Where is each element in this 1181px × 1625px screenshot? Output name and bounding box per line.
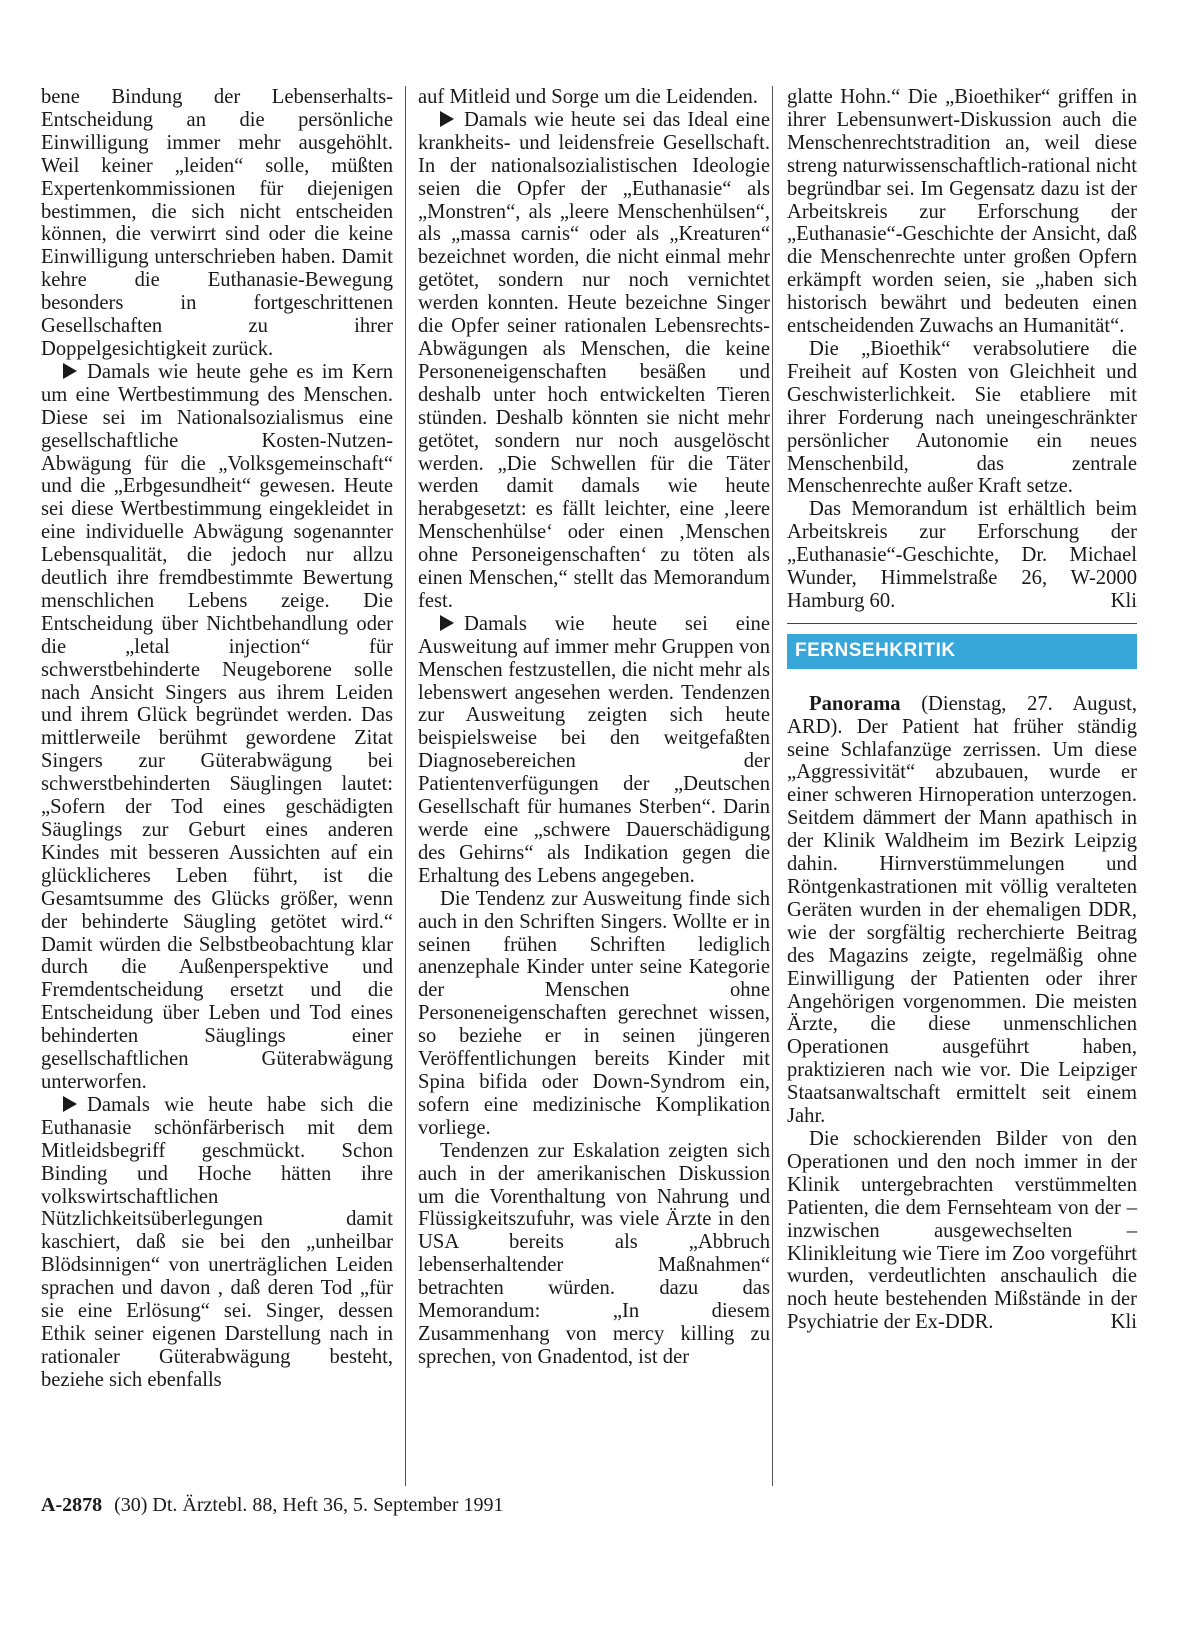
review-paragraph — [787, 693, 1137, 1128]
column-divider — [405, 86, 406, 1486]
column-1 — [41, 86, 393, 1392]
paragraph — [418, 109, 770, 613]
paragraph-text: Damals wie heute habe sich die Euthanasie schönfärberisch mit dem Mitleidsbegriff geschmückt. Schon Binding und Hoche hätten ihre volkswirtschaftlichen Nützlichkeitsüberlegungen damit kaschiert, daß sie bei den „unheilbar Blödsinnigen“ von unerträglichen Leiden sprachen und davon , daß deren Tod „für sie eine Erlösung“ sei. Singer, dessen Ethik seiner eigenen Darstellung nach in rationaler Güterabwägung besteht, beziehe sich ebenfalls — [41, 1093, 393, 1391]
triangle-right-icon — [440, 111, 454, 127]
page-number: A-2878 — [41, 1494, 103, 1516]
triangle-right-icon — [440, 615, 454, 631]
review-paragraph — [787, 1128, 1137, 1334]
paragraph-text: Damals wie heute sei das Ideal eine krankheits- und leidensfreie Gesellschaft. In der nationalsozialistischen Ideologie seien die Opfer der „Euthanasie“ als „Monstren“, als „leere Menschenhülsen“, als „massa carnis“ oder als „Kreaturen“ bezeichnet worden, die nicht einmal mehr getötet, sondern nur noch vernichtet werden konnten. Heute bezeichne Singer die Opfer seiner rationalen Lebensrechts-Abwägungen als Menschen, die keine Personeneigenschaften besäßen und deshalb unter hoch entwickelten Tieren stünden. Deshalb könnten sie nicht mehr getötet, sondern nur noch ausgelöscht werden. „Die Schwellen für die Täter werden damit damals wie heute herabgesetzt: es fällt leichter, eine ‚leere Menschenhülse‘ oder einen ‚Menschen ohne Personeigenschaften‘ zu töten als einen Menschen,“ stellt das Memorandum fest. — [418, 108, 770, 612]
author-signature: Kli — [1110, 1311, 1137, 1334]
paragraph-text: Die schockierenden Bilder von den Operationen und den noch immer in der Klinik untergebrachten verstümmelten Patienten, die dem Fernsehteam von der – inzwischen ausgewechselten – Klinikleitung wie Tiere im Zoo vorgeführt wurden, verdeutlichten anschaulich die noch heute bestehenden Mißstände in der Psychiatrie der Ex-DDR. — [787, 1127, 1137, 1334]
page-footer — [41, 1493, 503, 1517]
review-title: Panorama — [809, 692, 901, 715]
paragraph-text: Damals wie heute gehe es im Kern um eine Wertbestimmung des Menschen. Diese sei im Nationalsozialismus eine gesellschaftliche Kosten-Nutzen-Abwägung für die „Volksgemeinschaft“ und die „Erbgesundheit“ gewesen. Heute sei diese Wertbestimmung eingekleidet in eine individuelle Abwägung sogenannter Lebensqualität, die jedoch nur allzu deutlich ihre fremdbestimmte Bewertung menschlichen Lebens zeige. Die Entscheidung über Nichtbehandlung oder die „letal injection“ für schwerstbehinderte Neugeborene solle nach Ansicht Singers aus ihrem Leiden und ihrem Glück begründet werden. Das mittlerweile berühmt gewordene Zitat Singers zur Güterabwägung bei schwerstbehinderten Säuglingen lautet: „Sofern der Tod eines geschädigten Säuglings zur Geburt eines anderen Kindes mit besseren Aussichten auf ein glücklicheres Leben führt, ist die Gesamtsumme des Glücks größer, wenn der behinderte Säugling getötet wird.“ Damit würden die Selbstbeobachtung klar durch die Außenperspektive und Fremdentscheidung ersetzt und die Entscheidung über Leben und Tod eines behinderten Säuglings einer gesellschaftlichen Güterabwägung unterworfen. — [41, 360, 393, 1093]
paragraph-text: Damals wie heute sei eine Ausweitung auf immer mehr Gruppen von Menschen festzustellen, die nicht mehr als lebenswert angesehen werden. Tendenzen zur Ausweitung zeigten sich heute beispielsweise bei den weitgefaßten Diagnosebereichen der Patientenverfügungen der „Deutschen Gesellschaft für humanes Sterben“. Darin werde eine „schwere Dauerschädigung des Gehirns“ als Indikation gegen die Erhaltung des Lebens angegeben. — [418, 612, 770, 887]
paragraph: auf Mitleid und Sorge um die Leidenden. — [418, 86, 758, 108]
triangle-right-icon — [63, 1096, 77, 1112]
triangle-right-icon — [63, 363, 77, 379]
paragraph — [41, 361, 393, 1094]
paragraph-text: (Dienstag, 27. August, ARD). Der Patient hat früher ständig seine Schlafanzüge zerrissen. Um diese „Aggressivität“ abzubauen, wurde er einer schweren Hirnoperation unterzogen. Seitdem dämmert der Mann apathisch in der Klinik Waldheim im Bezirk Leipzig dahin. Hirnverstümmelungen und Röntgenkastrationen mit völlig veralteten Geräten wurden in der ehemaligen DDR, wie der sorgfältig recherchierte Beitrag des Magazins zeigte, regelmäßig ohne Einwilligung der Patienten oder ihrer Angehörigen vorgenommen. Die meisten Ärzte, die diese unmenschlichen Operationen ausgeführt haben, praktizieren nach wie vor. Die Leipziger Staatsanwaltschaft ermittelt seit einem Jahr. — [787, 692, 1137, 1128]
paragraph — [787, 498, 1137, 613]
column-2 — [418, 86, 770, 1369]
paragraph: bene Bindung der Lebenserhalts-Entscheidung an die persönliche Einwilligung immer mehr ausgehöhlt. Weil keiner „leiden“ solle, müßten Expertenkommissionen für diejenigen bestimmen, die sich nicht entscheiden können, die verwirrt sind oder die keine Einwilligung unterschrieben haben. Damit kehre die Euthanasie-Bewegung besonders in fortgeschrittenen Gesellschaften zu ihrer Doppelgesichtigkeit zurück. — [41, 86, 393, 360]
paragraph — [41, 1094, 393, 1392]
paragraph-text: Das Memorandum ist erhältlich beim Arbeitskreis zur Erforschung der „Euthanasie“-Geschichte, Dr. Michael Wunder, Himmelstraße 26, W-2000 Hamburg 60. — [787, 498, 1137, 612]
paragraph: glatte Hohn.“ Die „Bioethiker“ griffen in ihrer Lebensunwert-Diskussion auch die Menschenrechtstradition an, weil diese streng naturwissenschaftlich-rational nicht begründbar sei. Im Gegensatz dazu ist der Arbeitskreis zur Erforschung der „Euthanasie“-Geschichte der Ansicht, daß die Menschenrechte unter großen Opfern erkämpft worden seien, sie „haben sich historisch bewährt und bedeuten einen entscheidenden Zuwachs an Humanität“. — [787, 86, 1137, 338]
section-divider — [787, 623, 1137, 624]
column-divider — [772, 86, 773, 1486]
journal-citation: (30) Dt. Ärztebl. 88, Heft 36, 5. September 1991 — [114, 1494, 504, 1516]
section-heading: FERNSEHKRITIK — [787, 634, 1137, 669]
paragraph: Tendenzen zur Eskalation zeigten sich auch in der amerikanischen Diskussion um die Vorenthaltung von Nahrung und Flüssigkeitszufuhr, was viele Ärzte in den USA bereits als „Abbruch lebenserhaltender Maßnahmen“ betrachten würden. dazu das Memorandum: „In diesem Zusammenhang von mercy killing zu sprechen, von Gnadentod, ist der — [418, 1139, 770, 1368]
author-signature: Kli — [1110, 589, 1137, 612]
paragraph — [418, 613, 770, 888]
column-3 — [787, 86, 1137, 1334]
paragraph: Die Tendenz zur Ausweitung finde sich auch in den Schriften Singers. Wollte er in seinen frühen Schriften lediglich anenzephale Kinder unter seine Kategorie der Menschen ohne Personeneigenschaften gerechnet wissen, so beziehe er in seinen jüngeren Veröffentlichungen bereits Kinder mit Spina bifida oder Down-Syndrom ein, sofern eine medizinische Komplikation vorliege. — [418, 887, 770, 1139]
paragraph: Die „Bioethik“ verabsolutiere die Freiheit auf Kosten von Gleichheit und Geschwisterlichkeit. Sie etabliere mit ihrer Forderung nach uneingeschränkter persönlicher Autonomie ein neues Menschenbild, das zentrale Menschenrechte außer Kraft setze. — [787, 337, 1137, 498]
